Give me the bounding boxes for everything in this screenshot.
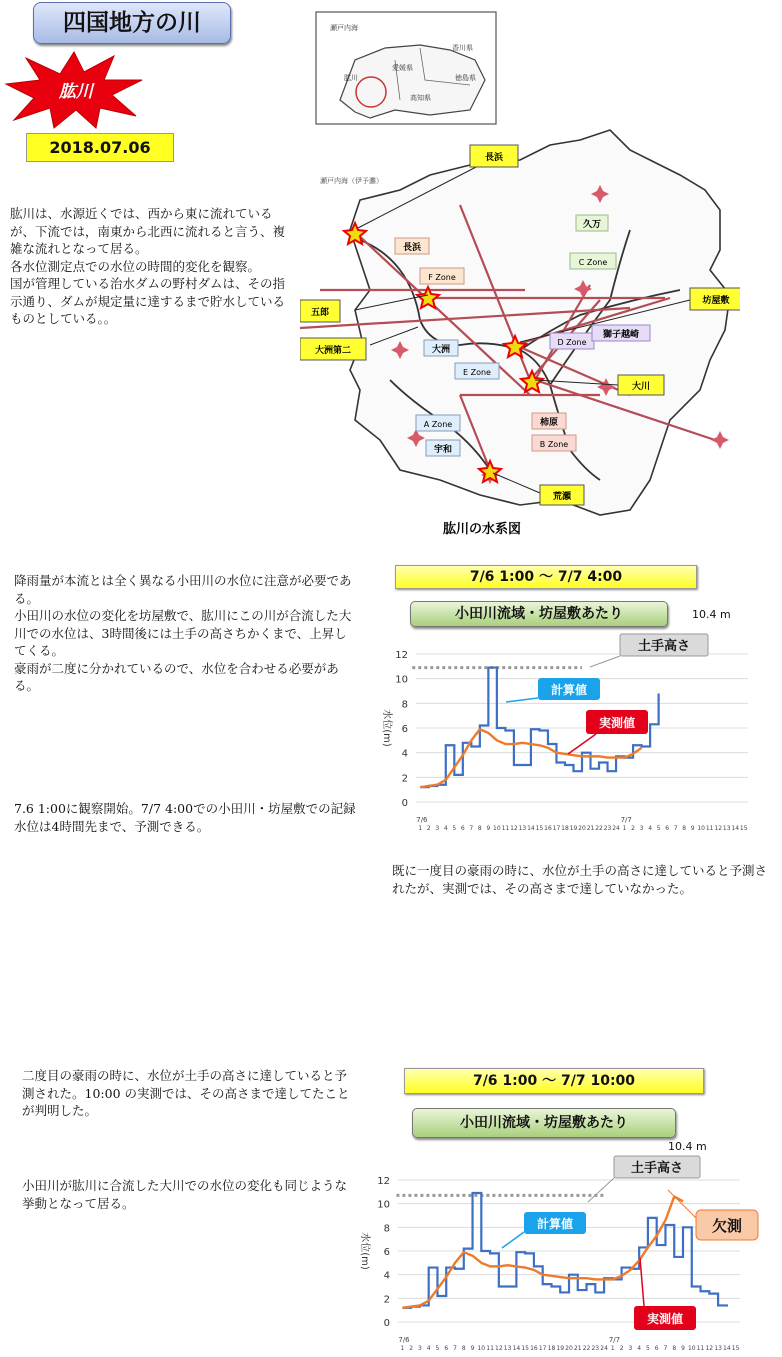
- x-tick-label: 7: [663, 1345, 668, 1352]
- x-tick-label: 10: [697, 825, 705, 832]
- x-tick-label: 23: [603, 825, 612, 832]
- river-name: 肱川: [59, 82, 93, 102]
- x-tick-label: 7: [453, 1345, 457, 1352]
- y-tick-label: 4: [401, 748, 408, 760]
- inset-label: 肱川: [344, 74, 358, 82]
- dike-value-2: 10.4 m: [668, 1140, 707, 1153]
- x-tick-label: 8: [477, 825, 482, 832]
- x-tick-label: 20: [578, 825, 586, 832]
- x-tick-label: 2: [631, 825, 635, 832]
- x-tick-label: 12: [705, 1345, 714, 1352]
- zone-label: A Zone: [423, 420, 453, 429]
- x-tick-label: 23: [591, 1345, 600, 1352]
- x-tick-label: 3: [628, 1345, 633, 1352]
- date-label: 7/6: [398, 1336, 410, 1344]
- x-tick-label: 12: [714, 825, 723, 832]
- x-tick-label: 10: [493, 825, 501, 832]
- x-tick-label: 12: [495, 1345, 503, 1352]
- meas-label: 実測値: [598, 716, 636, 730]
- inset-label: 愛媛県: [392, 64, 413, 72]
- x-tick-label: 4: [637, 1345, 642, 1352]
- x-tick-label: 6: [444, 1345, 449, 1352]
- x-tick-label: 4: [443, 825, 448, 832]
- dike-leader: [588, 1178, 614, 1202]
- x-tick-label: 8: [672, 1345, 677, 1352]
- x-tick-label: 10: [687, 1345, 696, 1352]
- x-tick-label: 12: [510, 825, 518, 832]
- x-tick-label: 8: [682, 825, 687, 832]
- x-tick-label: 15: [739, 825, 748, 832]
- x-tick-label: 2: [426, 825, 431, 832]
- period-banner-2: 7/6 1:00 ～ 7/7 10:00: [404, 1068, 704, 1094]
- intro-text: 肱川は、水源近くでは、西から東に流れているが、下流では，南東から北西に流れると言う、複雑な流れとなって居る。 各水位測定点での水位の時間的変化を観察。 国が管理している治水ダムの野村ダムは、その指示通り、ダムが規定量に達するまで貯水しているものとしている。。: [10, 206, 286, 326]
- location-banner-1: 小田川流域・坊屋敷あたり: [410, 601, 668, 627]
- zone-label: E Zone: [463, 368, 491, 377]
- zone-label: C Zone: [578, 258, 608, 267]
- x-tick-label: 9: [470, 1345, 475, 1352]
- y-axis-label: 水位(m): [381, 709, 392, 747]
- period-banner-1: 7/6 1:00 ～ 7/7 4:00: [395, 565, 697, 589]
- y-tick-label: 2: [383, 1294, 390, 1306]
- x-tick-label: 16: [544, 825, 552, 832]
- zone-label: D Zone: [557, 338, 587, 347]
- x-tick-label: 9: [486, 825, 491, 832]
- x-tick-label: 5: [646, 1345, 650, 1352]
- x-tick-label: 20: [565, 1345, 573, 1352]
- y-tick-label: 8: [383, 1223, 390, 1235]
- page-title: 四国地方の川: [33, 2, 231, 44]
- x-tick-label: 9: [681, 1345, 685, 1352]
- x-tick-label: 11: [705, 825, 714, 832]
- section2-text-b: 小田川が肱川に合流した大川での水位の変化も同じような挙動となって居る。: [22, 1178, 348, 1211]
- svg-text:瀬戸内海（伊予灘）: 瀬戸内海（伊予灘）: [320, 177, 383, 185]
- x-tick-label: 14: [527, 825, 535, 832]
- x-tick-label: 15: [535, 825, 544, 832]
- x-tick-label: 7: [469, 825, 474, 832]
- x-tick-label: 17: [538, 1345, 547, 1352]
- svg-text:獅子越崎: 獅子越崎: [602, 330, 640, 340]
- callout-arase: 荒瀬: [552, 492, 572, 502]
- x-tick-label: 15: [731, 1345, 740, 1352]
- y-tick-label: 0: [383, 1318, 390, 1329]
- x-tick-label: 24: [612, 825, 620, 832]
- x-tick-label: 6: [654, 1345, 659, 1352]
- series-calc-line: [402, 1193, 726, 1308]
- x-tick-label: 5: [435, 1345, 440, 1352]
- x-tick-label: 1: [418, 825, 423, 832]
- callout-nagahama: 長浜: [484, 153, 504, 163]
- date-label: 7/7: [608, 1336, 621, 1344]
- x-tick-label: 19: [569, 825, 578, 832]
- x-tick-label: 21: [573, 1345, 582, 1352]
- x-tick-label: 2: [409, 1345, 414, 1352]
- x-tick-label: 21: [586, 825, 595, 832]
- x-tick-label: 13: [518, 825, 527, 832]
- svg-text:宇和: 宇和: [433, 445, 453, 455]
- meas-label: 実測値: [646, 1312, 684, 1326]
- x-tick-label: 6: [460, 825, 465, 832]
- dike-leader: [590, 656, 620, 667]
- calc-leader: [506, 698, 538, 702]
- calc-label: 計算値: [550, 683, 588, 697]
- x-tick-label: 4: [648, 825, 653, 832]
- location-banner-2: 小田川流域・坊屋敷あたり: [412, 1108, 676, 1138]
- x-tick-label: 1: [400, 1345, 405, 1352]
- report-date: 2018.07.06: [26, 133, 174, 162]
- x-tick-label: 22: [595, 825, 603, 832]
- zone-label: F Zone: [428, 273, 456, 282]
- date-label: 7/7: [620, 816, 632, 824]
- y-tick-label: 2: [401, 773, 408, 785]
- x-tick-label: 3: [435, 825, 440, 832]
- y-tick-label: 10: [377, 1199, 390, 1211]
- svg-text:大洲: 大洲: [431, 345, 451, 355]
- river-system-map: [300, 0, 740, 540]
- x-tick-label: 22: [582, 1345, 591, 1352]
- calc-leader: [502, 1232, 524, 1248]
- date-label: 7/6: [416, 816, 428, 824]
- y-tick-label: 6: [383, 1247, 390, 1258]
- x-tick-label: 4: [426, 1345, 431, 1352]
- svg-text:柿原: 柿原: [539, 418, 559, 428]
- x-tick-label: 13: [722, 825, 731, 832]
- callout-goro: 五郎: [310, 308, 330, 318]
- x-tick-label: 14: [723, 1345, 731, 1352]
- section1-comment: 既に一度目の豪雨の時に、水位が土手の高さに達していると予測されたが、実測では、その高さまで達していなかった。: [392, 863, 768, 896]
- dike-value-1: 10.4 m: [692, 608, 731, 621]
- callout-boyashiki: 坊屋敷: [702, 296, 730, 306]
- x-tick-label: 15: [521, 1345, 529, 1352]
- inset-label: 瀬戸内海: [330, 24, 358, 32]
- x-tick-label: 24: [600, 1345, 608, 1352]
- section1-text-a: 降雨量が本流とは全く異なる小田川の水位に注意が必要である。 小田川の水位の変化を坊屋敷で、肱川にこの川が合流した大川での水位は、3時間後には土手の高さちかくまで、上昇してくる。 豪雨が二度に分かれているので、水位を合わせる必要がある。: [14, 573, 352, 693]
- y-tick-label: 8: [401, 699, 408, 711]
- x-tick-label: 10: [477, 1345, 486, 1352]
- x-tick-label: 13: [503, 1345, 512, 1352]
- x-tick-label: 3: [639, 825, 644, 832]
- meas-leader: [568, 734, 596, 754]
- x-tick-label: 18: [561, 825, 569, 832]
- x-tick-label: 16: [530, 1345, 538, 1352]
- zone-label: B Zone: [539, 440, 569, 449]
- y-axis-label: 水位(m): [359, 1232, 370, 1270]
- x-tick-label: 9: [690, 825, 695, 832]
- callout-ozudaini: 大洲第二: [314, 346, 352, 356]
- missing-label: 欠測: [711, 1217, 743, 1235]
- x-tick-label: 11: [696, 1345, 705, 1352]
- svg-text:久万: 久万: [582, 220, 602, 230]
- x-tick-label: 5: [452, 825, 457, 832]
- river-burst-badge: [4, 50, 144, 130]
- x-tick-label: 3: [418, 1345, 422, 1352]
- x-tick-label: 18: [547, 1345, 556, 1352]
- svg-text:長浜: 長浜: [402, 243, 422, 253]
- inset-label: 徳島県: [455, 74, 476, 82]
- inset-label: 香川県: [452, 44, 473, 52]
- x-tick-label: 14: [731, 825, 740, 832]
- y-tick-label: 10: [395, 674, 408, 686]
- map-caption: 肱川の水系図: [442, 522, 522, 537]
- section1-text-b: 7.6 1:00に観察開始。7/7 4:00での小田川・坊屋敷での記録 水位は4時間先まで、予測できる。: [14, 801, 356, 834]
- section2-text-a: 二度目の豪雨の時に、水位が土手の高さに達していると予測された。10:00 の実測では、その高さまで達してたことが判明した。: [22, 1068, 350, 1118]
- x-tick-label: 13: [714, 1345, 722, 1352]
- x-tick-label: 2: [619, 1345, 624, 1352]
- x-tick-label: 6: [665, 825, 670, 832]
- dike-label: 土手高さ: [630, 1161, 684, 1176]
- y-tick-label: 0: [401, 798, 408, 809]
- x-tick-label: 5: [656, 825, 661, 832]
- x-tick-label: 8: [461, 1345, 466, 1352]
- inset-label: 高知県: [410, 94, 431, 102]
- water-level-chart-2: [350, 1150, 762, 1355]
- x-tick-label: 14: [512, 1345, 521, 1352]
- y-tick-label: 12: [395, 650, 408, 661]
- y-tick-label: 6: [401, 724, 408, 735]
- calc-label: 計算値: [536, 1217, 574, 1231]
- water-level-chart-1: [368, 630, 748, 845]
- x-tick-label: 1: [622, 825, 627, 832]
- x-tick-label: 7: [673, 825, 678, 832]
- y-tick-label: 12: [377, 1176, 390, 1187]
- callout-okawa: 大川: [631, 382, 651, 392]
- x-tick-label: 11: [501, 825, 510, 832]
- x-tick-label: 11: [486, 1345, 494, 1352]
- y-tick-label: 4: [383, 1270, 390, 1282]
- x-tick-label: 17: [552, 825, 561, 832]
- x-tick-label: 19: [556, 1345, 565, 1352]
- dike-label: 土手高さ: [637, 639, 691, 654]
- x-tick-label: 1: [610, 1345, 615, 1352]
